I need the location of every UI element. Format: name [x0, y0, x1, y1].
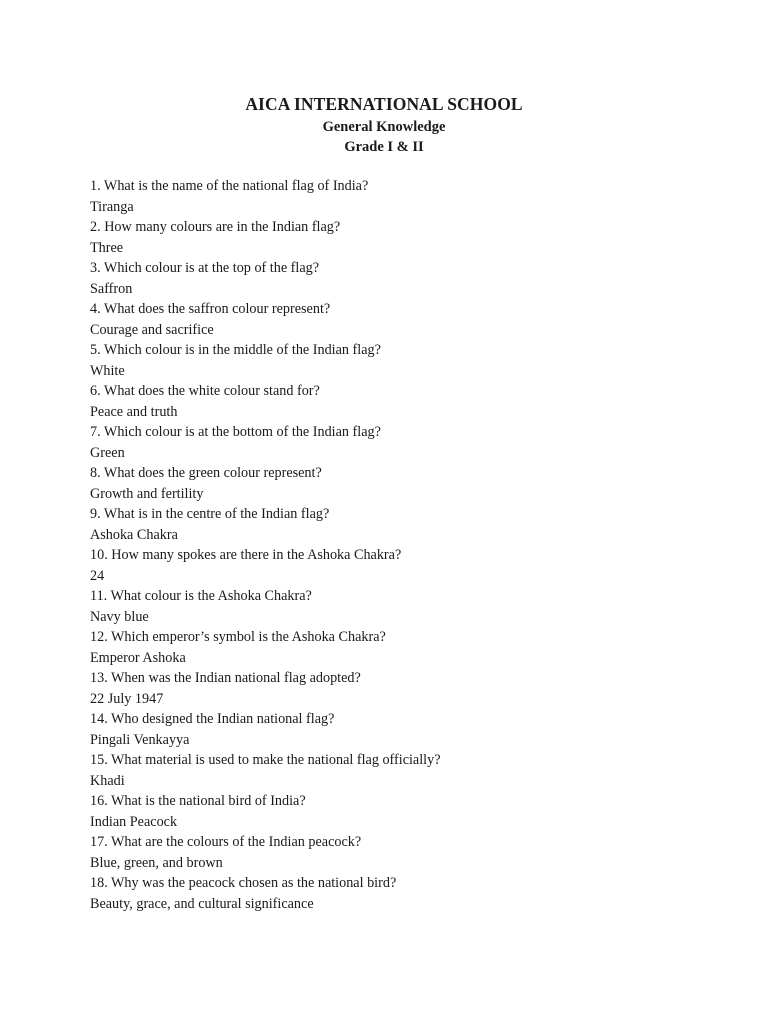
answer-text: Courage and sacrifice [90, 321, 214, 338]
document-header [0, 92, 768, 157]
qa-item [90, 545, 710, 586]
answer-text: Growth and fertility [90, 485, 204, 502]
question-text: 8. What does the green colour represent? [90, 465, 322, 481]
qa-item [90, 381, 710, 422]
question-answer-list [90, 176, 710, 914]
question-text: 5. Which colour is in the middle of the Indian flag? [90, 342, 381, 358]
answer-text: 22 July 1947 [90, 690, 164, 707]
question-text: 6. What does the white colour stand for? [90, 383, 320, 399]
school-name: AICA INTERNATIONAL SCHOOL [245, 94, 523, 114]
qa-item [90, 750, 710, 791]
qa-item [90, 791, 710, 832]
question-text: 18. Why was the peacock chosen as the national bird? [90, 875, 397, 891]
answer-text: Indian Peacock [90, 813, 178, 830]
qa-item [90, 586, 710, 627]
question-text: 4. What does the saffron colour represent? [90, 301, 331, 317]
answer-text: Green [90, 444, 125, 461]
question-text: 11. What colour is the Ashoka Chakra? [90, 588, 312, 604]
qa-item [90, 832, 710, 873]
question-text: 17. What are the colours of the Indian peacock? [90, 834, 362, 850]
qa-item [90, 217, 710, 258]
question-text: 2. How many colours are in the Indian flag? [90, 219, 341, 235]
question-text: 7. Which colour is at the bottom of the Indian flag? [90, 424, 381, 440]
qa-item [90, 627, 710, 668]
answer-text: Saffron [90, 280, 133, 297]
answer-text: Navy blue [90, 608, 149, 625]
question-text: 10. How many spokes are there in the Ashoka Chakra? [90, 547, 402, 563]
question-text: 16. What is the national bird of India? [90, 793, 306, 809]
answer-text: Peace and truth [90, 403, 178, 420]
qa-item [90, 873, 710, 914]
qa-item [90, 176, 710, 217]
question-text: 9. What is in the centre of the Indian flag? [90, 506, 330, 522]
question-text: 14. Who designed the Indian national flag? [90, 711, 335, 727]
question-text: 13. When was the Indian national flag adopted? [90, 670, 361, 686]
answer-text: Three [90, 239, 124, 256]
answer-text: Blue, green, and brown [90, 854, 223, 871]
question-text: 3. Which colour is at the top of the flag? [90, 260, 320, 276]
question-text: 12. Which emperor’s symbol is the Ashoka Chakra? [90, 629, 386, 645]
answer-text: Tiranga [90, 198, 134, 215]
answer-text: 24 [90, 567, 105, 584]
subject-title: General Knowledge [322, 119, 446, 135]
qa-item [90, 299, 710, 340]
answer-text: Ashoka Chakra [90, 526, 178, 543]
question-text: 1. What is the name of the national flag of India? [90, 178, 369, 194]
qa-item [90, 504, 710, 545]
qa-item [90, 340, 710, 381]
question-text: 15. What material is used to make the national flag officially? [90, 752, 441, 768]
qa-item [90, 709, 710, 750]
qa-item [90, 258, 710, 299]
answer-text: Pingali Venkayya [90, 731, 190, 748]
qa-item [90, 463, 710, 504]
answer-text: Khadi [90, 772, 125, 789]
qa-item [90, 422, 710, 463]
answer-text: White [90, 362, 125, 379]
answer-text: Beauty, grace, and cultural significance [90, 895, 314, 912]
answer-text: Emperor Ashoka [90, 649, 186, 666]
grade-label: Grade I & II [344, 139, 424, 155]
qa-item [90, 668, 710, 709]
